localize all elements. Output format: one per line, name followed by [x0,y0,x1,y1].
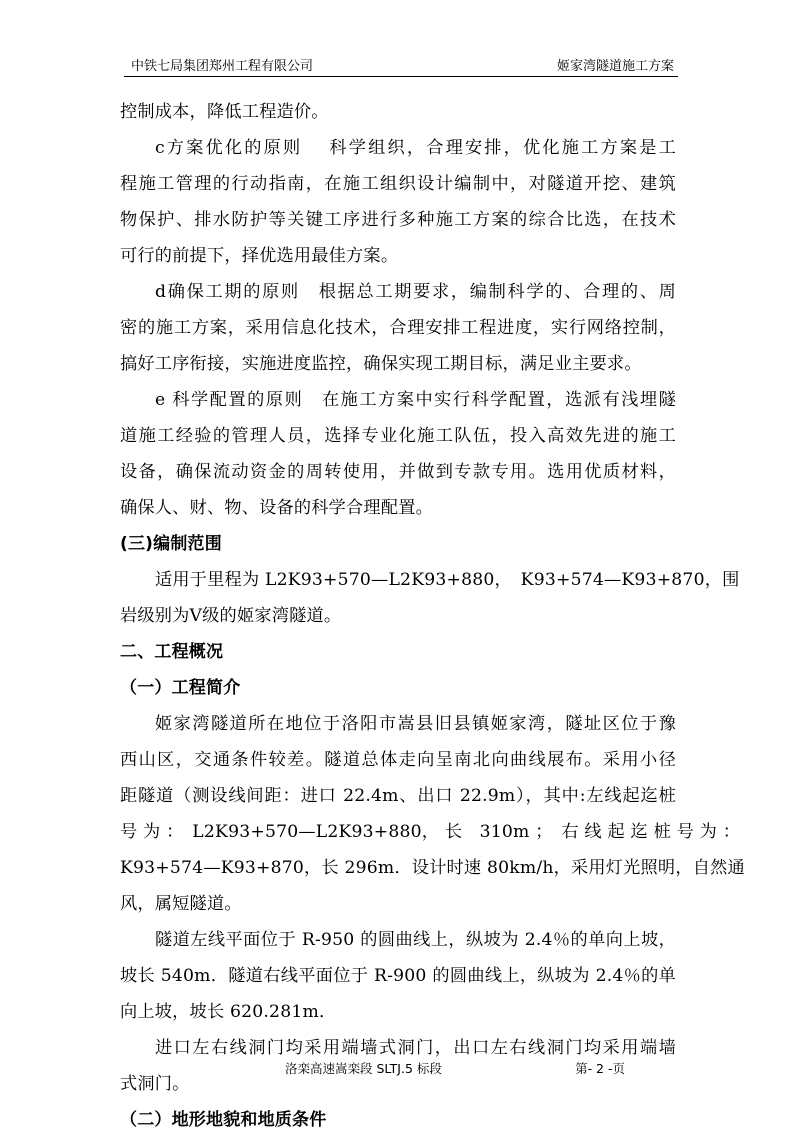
page-footer [285,1059,625,1077]
paragraph-line: 式洞门。 [120,1074,190,1094]
paragraph-line: 控制成本，降低工程造价。 [120,102,329,122]
paragraph-line: 坡长 540m．隧道右线平面位于 R-900 的圆曲线上，纵坡为 2.4％的单 [120,966,676,986]
paragraph-line: 搞好工序衔接，实施进度监控，确保实现工期目标，满足业主要求。 [120,354,642,374]
document-body [120,94,745,1138]
paragraph-line: c方案优化的原则 科学组织，合理安排，优化施工方案是工 [155,138,676,158]
footer-section: 洛栾高速嵩栾段 SLTJ.5 标段 [285,1061,442,1076]
paragraph-line: 程施工管理的行动指南，在施工组织设计编制中，对隧道开挖、建筑 [120,174,676,194]
paragraph-line: 号 为 ： L2K93+570—L2K93+880， 长 310m ； 右 线 起 迄 桩 号 为 ： [120,822,741,842]
section-heading-overview: 二、工程概况 [120,642,224,662]
paragraph-line: 可行的前提下，择优选用最佳方案。 [120,246,399,266]
paragraph-line: 物保护、排水防护等关键工序进行多种施工方案的综合比选，在技术 [120,210,676,230]
paragraph-line: e 科学配置的原则 在施工方案中实行科学配置，选派有浅埋隧 [155,390,676,410]
paragraph-line: 向上坡，坡长 620.281m． [120,1002,337,1022]
header-company: 中铁七局集团郑州工程有限公司 [131,59,314,74]
paragraph-line: 密的施工方案，采用信息化技术，合理安排工程进度，实行网络控制， [120,318,676,338]
paragraph-line: 隧道左线平面位于 R-950 的圆曲线上，纵坡为 2.4％的单向上坡， [155,930,676,950]
section-heading-intro: （一）工程简介 [120,678,241,698]
page-header [131,55,674,75]
paragraph-line: 风，属短隧道。 [120,894,242,914]
paragraph-line: K93+574—K93+870，长 296m．设计时速 80km/h，采用灯光照明，自然通 [120,858,745,878]
paragraph-line: 设备，确保流动资金的周转使用，并做到专款专用。选用优质材料， [120,462,676,482]
paragraph-line: 确保人、财、物、设备的科学合理配置。 [120,498,433,518]
paragraph-line: 距隧道（测设线间距：进口 22.4m、出口 22.9m），其中:左线起迄桩 [120,786,676,806]
paragraph-line: d确保工期的原则 根据总工期要求，编制科学的、合理的、周 [155,282,676,302]
paragraph-line: 西山区，交通条件较差。隧道总体走向呈南北向曲线展布。采用小径 [120,750,676,770]
paragraph-line: 道施工经验的管理人员，选择专业化施工队伍，投入高效先进的施工 [120,426,676,446]
paragraph-line: 适用于里程为 L2K93+570—L2K93+880， K93+574—K93+870，围 [155,570,740,590]
header-doc-title: 姬家湾隧道施工方案 [556,59,674,74]
paragraph-line: 进口左右线洞门均采用端墙式洞门，出口左右线洞门均采用端墙 [155,1038,676,1058]
paragraph-line: 岩级别为Ⅴ级的姬家湾隧道。 [120,606,342,626]
section-heading-scope: (三)编制范围 [120,534,222,554]
paragraph-line: 姬家湾隧道所在地位于洛阳市嵩县旧县镇姬家湾，隧址区位于豫 [155,714,676,734]
section-heading-terrain: （二）地形地貌和地质条件 [120,1110,327,1130]
header-rule [124,76,678,77]
page-number: 第- 2 -页 [575,1061,625,1076]
